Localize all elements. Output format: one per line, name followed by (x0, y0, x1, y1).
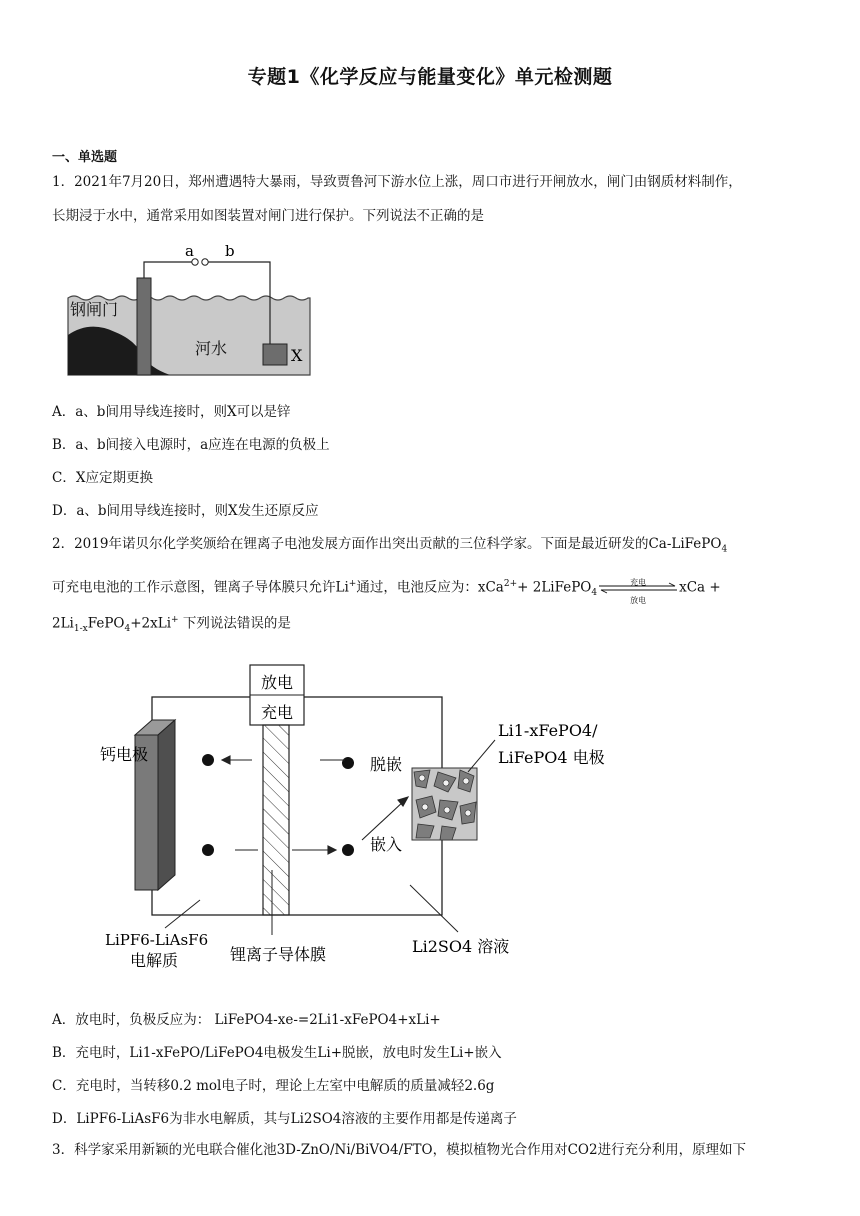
q1-text-line1: 1．2021年7月20日，郑州遭遇特大暴雨，导致贾鲁河下游水位上涨，周口市进行开闸放水，闸门由钢质材料制作， (52, 174, 742, 190)
q2-option-b: B．充电时，Li1-xFePO/LiFePO4电极发生Li+脱嵌，放电时发生Li+嵌入 (52, 1045, 502, 1061)
label-b: b (225, 242, 235, 260)
label-electrolyte-1: LiPF6-LiAsF6 (105, 931, 209, 949)
q2-line3-sup-plus: + (171, 615, 179, 625)
electrode-label-2: LiFePO4 电极 (498, 748, 605, 767)
ion-right-bottom (342, 844, 354, 856)
q3-text-line1: 3．科学家采用新颖的光电联合催化池3D-ZnO/Ni/BiVO4/FTO，模拟植物光合作用对CO2进行充分利用，原理如下 (52, 1142, 747, 1158)
label-river: 河水 (195, 339, 228, 358)
label-x: X (291, 346, 303, 365)
ion-left-bottom (202, 844, 214, 856)
q2-option-d: D．LiPF6-LiAsF6为非水电解质，其与Li2SO4溶液的主要作用都是传递离子 (52, 1111, 517, 1127)
q2-line3-c: +2xLi (130, 615, 172, 632)
q2-line1-sub: 4 (721, 544, 728, 555)
ion-membrane (263, 725, 289, 915)
q2-text-line3 (52, 610, 291, 639)
reversible-arrow (597, 578, 679, 605)
q2-line3-d: 下列说法错误的是 (178, 615, 291, 632)
q2-line2-sup-plus: + (348, 579, 357, 589)
arrow-label-top: 充电 (630, 578, 647, 587)
label-solution: Li2SO4 溶液 (412, 937, 510, 956)
q2-line2-d: xCa + (679, 579, 721, 596)
q2-figure (100, 660, 620, 970)
q1-text-line2: 长期浸于水中，通常采用如图装置对闸门进行保护。下列说法不正确的是 (52, 208, 484, 224)
q2-line2-b: 通过，电池反应为：xCa (356, 579, 504, 596)
q2-text-line1 (52, 534, 727, 560)
q2-line2-sub-4: 4 (591, 588, 598, 599)
x-block (263, 344, 287, 365)
q2-option-a: A．放电时，负极反应为： LiFePO4-xe-=2Li1-xFePO4+xLi+ (52, 1012, 441, 1028)
q2-line2-sup-2plus: 2+ (503, 579, 518, 589)
label-electrolyte-2: 电解质 (130, 951, 179, 970)
label-a: a (185, 242, 194, 260)
q1-option-d: D．a、b间用导线连接时，则X发生还原反应 (52, 503, 319, 519)
q2-line3-a: 2Li (52, 615, 74, 632)
mode-charge: 充电 (261, 703, 294, 722)
label-deintercalation: 脱嵌 (370, 755, 403, 774)
mode-discharge: 放电 (261, 673, 294, 692)
label-membrane: 锂离子导体膜 (230, 945, 327, 964)
electrode-label-1: Li1-xFePO4/ (498, 721, 598, 740)
section-heading: 一、单选题 (52, 150, 118, 165)
q1-option-c: C．X应定期更换 (52, 470, 153, 486)
q2-line3-b: FePO (87, 615, 125, 632)
q1-option-a: A．a、b间用导线连接时，则X可以是锌 (52, 404, 291, 420)
steel-gate (137, 278, 151, 375)
q2-line3-sub-1x: 1-x (73, 624, 88, 635)
ion-right-top (342, 757, 354, 769)
q2-line2-a: 可充电电池的工作示意图，锂离子导体膜只允许Li (52, 579, 349, 596)
q2-line1-main: 2．2019年诺贝尔化学奖颁给在锂离子电池发展方面作出突出贡献的三位科学家。下面是最近研发的Ca-LiFePO (52, 536, 722, 552)
label-calcium-electrode: 钙电极 (100, 745, 149, 764)
ion-left-top (202, 754, 214, 766)
q2-line3-sub-4: 4 (124, 624, 131, 635)
q2-text-line2 (52, 574, 721, 603)
q2-option-c: C．充电时，当转移0.2 mol电子时，理论上左室中电解质的质量减轻2.6g (52, 1078, 495, 1094)
q1-option-b: B．a、b间接入电源时，a应连在电源的负极上 (52, 437, 330, 453)
q1-figure (60, 240, 320, 380)
wire-a (144, 262, 192, 278)
arrow-label-bottom: 放电 (630, 596, 647, 605)
page-title: 专题1《化学反应与能量变化》单元检测题 (247, 66, 613, 88)
label-intercalation: 嵌入 (370, 835, 403, 854)
q2-line2-c: + 2LiFePO (517, 579, 592, 596)
label-gate: 钢闸门 (70, 300, 119, 319)
terminal-b (202, 259, 208, 265)
